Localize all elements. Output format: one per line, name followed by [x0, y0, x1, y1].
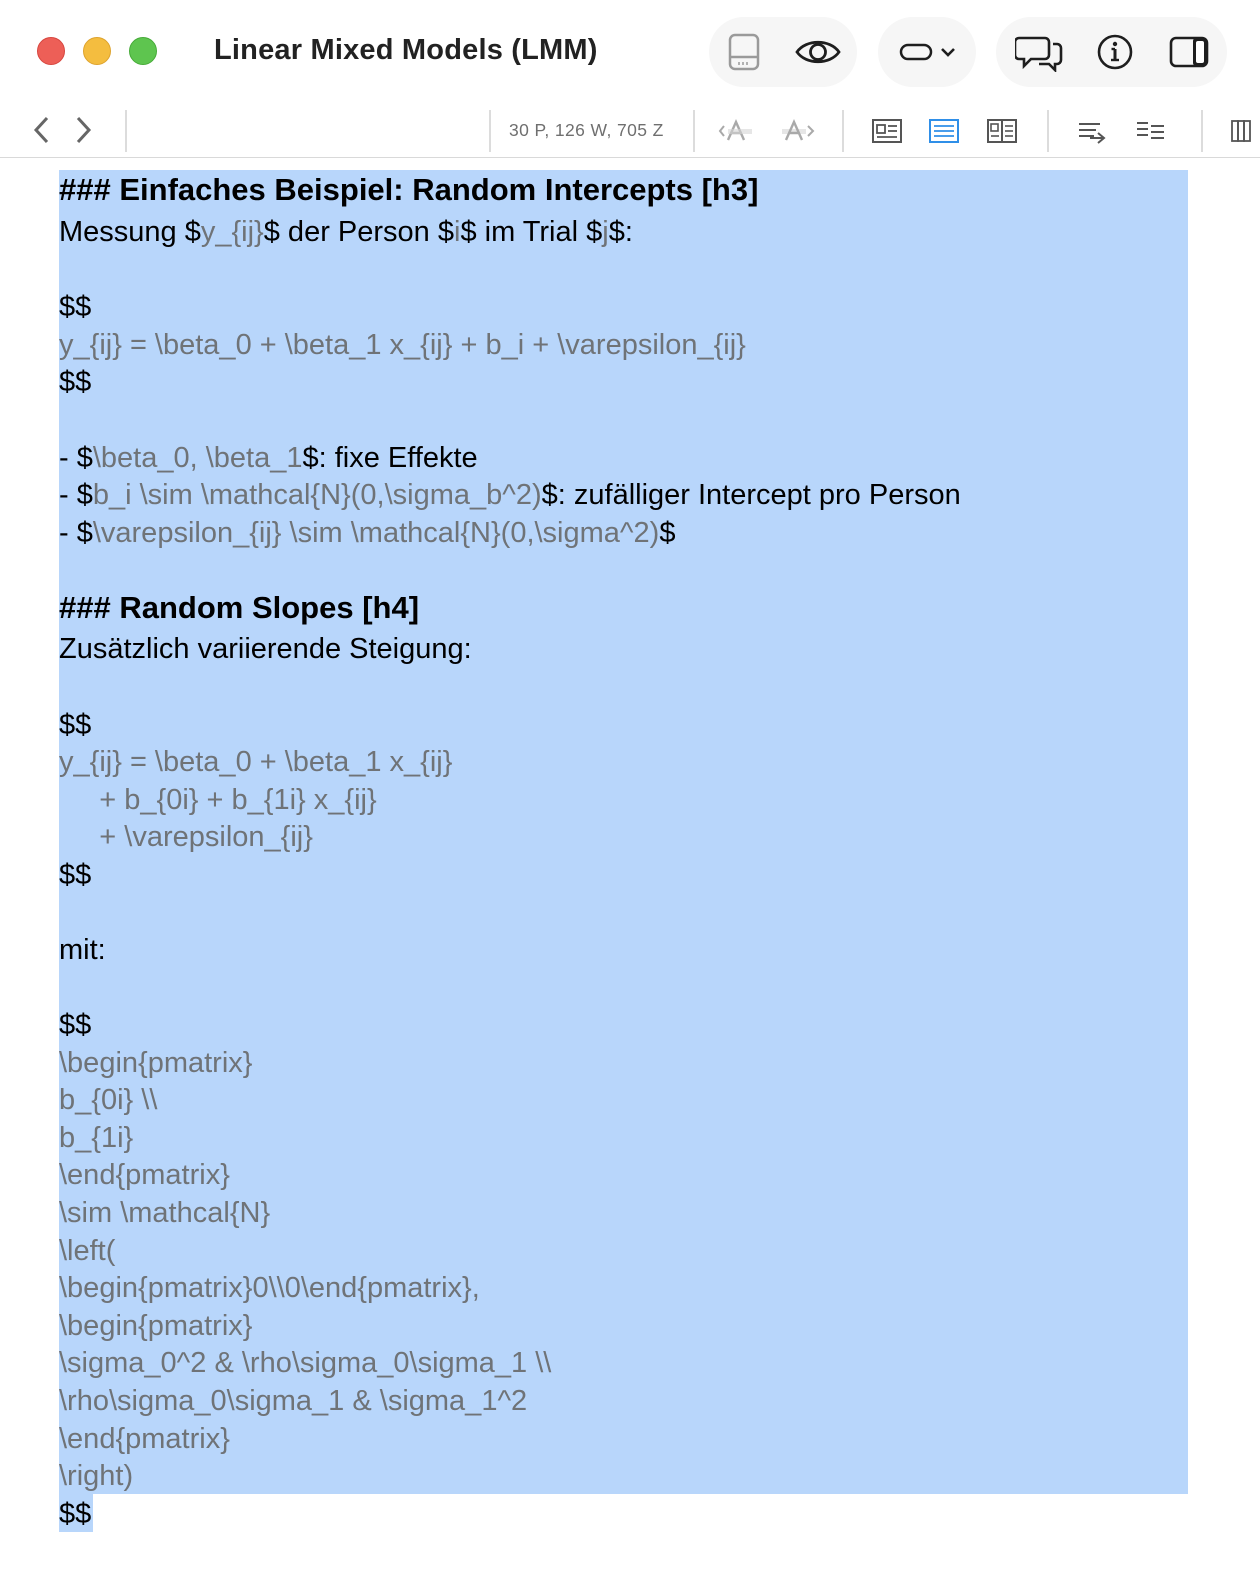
sidebar-toggle-button[interactable]: [709, 17, 779, 87]
capsule-icon: [899, 42, 933, 62]
math-block-line[interactable]: \end{pmatrix}: [59, 1159, 230, 1191]
layout-card-button[interactable]: [870, 114, 904, 148]
toolbar-divider: [1201, 110, 1203, 152]
toolbar-divider: [693, 110, 695, 152]
text-run: - $: [59, 517, 93, 549]
math-block-line[interactable]: \begin{pmatrix}: [59, 1047, 253, 1079]
window-title: Linear Mixed Models (LMM): [214, 34, 598, 66]
text-run: - $: [59, 442, 93, 474]
text-run: $: zufälliger Intercept pro Person: [541, 479, 961, 511]
text-run: - $: [59, 479, 93, 511]
forward-button[interactable]: [68, 114, 98, 146]
math-block-line[interactable]: \sigma_0^2 & \rho\sigma_0\sigma_1 \\: [59, 1347, 552, 1379]
chevron-down-icon: [939, 45, 957, 59]
editor-area[interactable]: [0, 158, 1260, 1584]
math-block-line[interactable]: \right): [59, 1460, 134, 1492]
tag-dropdown-button[interactable]: [888, 17, 968, 87]
math-delimiter[interactable]: $$: [59, 859, 92, 891]
layout-split-button[interactable]: [985, 114, 1019, 148]
font-larger-button[interactable]: [778, 114, 818, 148]
comments-button[interactable]: [1004, 17, 1074, 87]
font-smaller-button[interactable]: [716, 114, 756, 148]
columns-button[interactable]: [1228, 114, 1260, 148]
math-block-line[interactable]: + \varepsilon_{ij}: [59, 821, 313, 853]
tag-menu-group: [878, 17, 976, 87]
inline-math: i: [453, 216, 461, 248]
inline-math: \beta_0, \beta_1: [92, 442, 303, 474]
paragraph-line[interactable]: Zusätzlich variierende Steigung:: [59, 633, 472, 665]
heading-markup: ###: [59, 172, 120, 207]
toolbar-divider: [842, 110, 844, 152]
zoom-window-button[interactable]: [129, 37, 157, 65]
indent-icon: [1076, 117, 1108, 145]
paragraph-line[interactable]: mit:: [59, 934, 106, 966]
paragraph-line[interactable]: [59, 213, 633, 251]
math-block-line[interactable]: y_{ij} = \beta_0 + \beta_1 x_{ij} + b_i + \varepsilon_{ij}: [59, 329, 746, 361]
heading-h3[interactable]: [59, 171, 758, 209]
toolbar-divider: [125, 110, 127, 152]
eye-icon: [794, 36, 842, 68]
forward-icon: [73, 115, 93, 145]
document-statistics[interactable]: 30 P, 126 W, 705 Z: [509, 120, 664, 140]
layout-card-icon: [871, 117, 903, 145]
layout-text-icon: [928, 117, 960, 145]
text-run: $ im Trial $: [460, 216, 603, 248]
title-bar: [0, 0, 1260, 102]
text-run: $: [659, 517, 676, 549]
math-block-line[interactable]: \end{pmatrix}: [59, 1423, 230, 1455]
inline-math: y_{ij}: [200, 216, 264, 248]
math-block-line[interactable]: \begin{pmatrix}0\\0\end{pmatrix},: [59, 1272, 480, 1304]
preview-button[interactable]: [783, 17, 853, 87]
math-block-line[interactable]: y_{ij} = \beta_0 + \beta_1 x_{ij}: [59, 746, 453, 778]
list-item[interactable]: [59, 476, 961, 514]
math-block-line[interactable]: \left(: [59, 1235, 116, 1267]
inspector-group: [996, 17, 1227, 87]
math-delimiter[interactable]: $$: [59, 291, 92, 323]
math-block-line[interactable]: b_{1i}: [59, 1122, 134, 1154]
inspector-panel-button[interactable]: [1154, 17, 1224, 87]
editor-toolbar: [0, 102, 1260, 158]
back-button[interactable]: [27, 114, 57, 146]
math-delimiter[interactable]: $$: [59, 1009, 92, 1041]
heading-h4[interactable]: [59, 589, 419, 627]
text-run: $ der Person $: [263, 216, 454, 248]
outdent-button[interactable]: [1133, 114, 1167, 148]
close-window-button[interactable]: [37, 37, 65, 65]
math-block-line[interactable]: + b_{0i} + b_{1i} x_{ij}: [59, 784, 377, 816]
layout-text-button[interactable]: [927, 114, 961, 148]
list-item[interactable]: [59, 439, 478, 477]
comments-icon: [1015, 32, 1063, 72]
font-larger-icon: [779, 118, 817, 144]
sidebar-icon: [727, 33, 761, 71]
math-block-line[interactable]: \sim \mathcal{N}: [59, 1197, 271, 1229]
view-toggle-group: [709, 17, 857, 87]
math-block-line[interactable]: \rho\sigma_0\sigma_1 & \sigma_1^2: [59, 1385, 528, 1417]
layout-split-icon: [986, 117, 1018, 145]
text-run: Messung $: [59, 216, 201, 248]
outdent-icon: [1134, 117, 1166, 145]
panel-right-icon: [1168, 35, 1210, 69]
info-icon: [1096, 33, 1134, 71]
toolbar-divider: [489, 110, 491, 152]
back-icon: [32, 115, 52, 145]
math-delimiter[interactable]: $$: [59, 709, 92, 741]
indent-button[interactable]: [1075, 114, 1109, 148]
heading-text: Random Slopes [h4]: [119, 590, 420, 625]
info-button[interactable]: [1080, 17, 1150, 87]
math-block-line[interactable]: b_{0i} \\: [59, 1084, 158, 1116]
heading-text: Einfaches Beispiel: Random Intercepts [h3]: [119, 172, 759, 207]
inline-math: j: [602, 216, 609, 248]
minimize-window-button[interactable]: [83, 37, 111, 65]
font-smaller-icon: [717, 118, 755, 144]
columns-icon: [1228, 117, 1260, 145]
heading-markup: ###: [59, 590, 120, 625]
list-item[interactable]: [59, 514, 675, 552]
math-block-line[interactable]: \begin{pmatrix}: [59, 1310, 253, 1342]
math-delimiter[interactable]: $$: [59, 1498, 92, 1530]
text-run: $: fixe Effekte: [302, 442, 478, 474]
toolbar-divider: [1047, 110, 1049, 152]
inline-math: \varepsilon_{ij} \sim \mathcal{N}(0,\sigma^2): [92, 517, 660, 549]
inline-math: b_i \sim \mathcal{N}(0,\sigma_b^2): [92, 479, 542, 511]
math-delimiter[interactable]: $$: [59, 366, 92, 398]
text-run: $:: [608, 216, 633, 248]
